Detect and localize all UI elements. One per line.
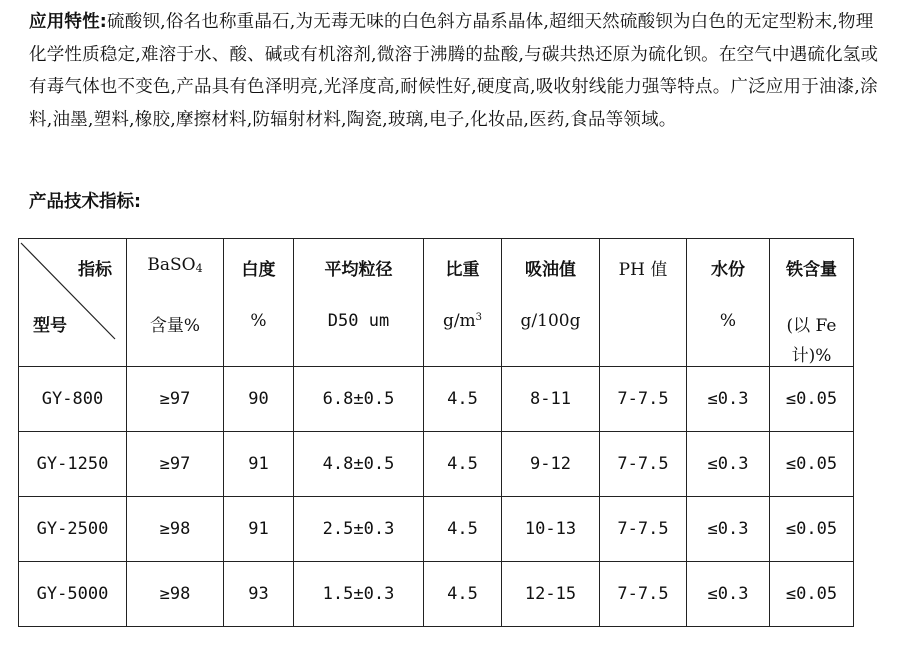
intro-lead: 应用特性: <box>29 12 107 32</box>
cell-iron: ≤0.05 <box>770 562 854 627</box>
cell-density: 4.5 <box>424 497 502 562</box>
header-particle-size-line2: D50 um <box>327 311 390 331</box>
header-whiteness-line2: % <box>250 311 267 331</box>
cell-baso4: ≥97 <box>127 367 224 432</box>
corner-header <box>19 239 127 367</box>
cell-iron: ≤0.05 <box>770 497 854 562</box>
header-baso4-sub: 4 <box>195 262 203 275</box>
table-row <box>19 497 854 562</box>
header-whiteness-line1: 白度 <box>241 260 276 280</box>
header-ph <box>600 239 687 367</box>
header-iron-line2: (以 Fe <box>786 316 837 336</box>
header-ph-line1: PH 值 <box>618 260 668 280</box>
cell-ph: 7-7.5 <box>600 562 687 627</box>
header-particle-size <box>294 239 424 367</box>
cell-baso4: ≥97 <box>127 432 224 497</box>
table-row <box>19 562 854 627</box>
header-baso4 <box>127 239 224 367</box>
section-title: 产品技术指标: <box>29 192 141 212</box>
header-oil-absorption-line2: g/100g <box>520 311 581 331</box>
cell-ph: 7-7.5 <box>600 432 687 497</box>
cell-d50: 6.8±0.5 <box>294 367 424 432</box>
cell-model: GY-1250 <box>19 432 127 497</box>
cell-ph: 7-7.5 <box>600 367 687 432</box>
header-moisture-line2: % <box>719 311 737 331</box>
cell-whiteness: 90 <box>224 367 294 432</box>
cell-whiteness: 91 <box>224 432 294 497</box>
corner-bottom-label: 型号 <box>33 316 67 336</box>
cell-oil: 9-12 <box>502 432 600 497</box>
cell-model: GY-5000 <box>19 562 127 627</box>
cell-model: GY-2500 <box>19 497 127 562</box>
cell-iron: ≤0.05 <box>770 367 854 432</box>
header-iron <box>770 239 854 367</box>
cell-moisture: ≤0.3 <box>687 562 770 627</box>
header-density-sup: 3 <box>475 312 483 323</box>
header-oil-absorption-line1: 吸油值 <box>525 260 576 280</box>
intro-paragraph <box>29 6 889 136</box>
cell-d50: 1.5±0.3 <box>294 562 424 627</box>
cell-oil: 8-11 <box>502 367 600 432</box>
table-header-row <box>19 239 854 367</box>
header-density-line2: g/m <box>442 311 476 331</box>
table-row <box>19 367 854 432</box>
cell-ph: 7-7.5 <box>600 497 687 562</box>
cell-moisture: ≤0.3 <box>687 367 770 432</box>
header-iron-line3: 计)% <box>791 346 832 366</box>
cell-density: 4.5 <box>424 562 502 627</box>
cell-baso4: ≥98 <box>127 562 224 627</box>
cell-model: GY-800 <box>19 367 127 432</box>
header-density-line1: 比重 <box>445 260 480 280</box>
cell-whiteness: 91 <box>224 497 294 562</box>
cell-moisture: ≤0.3 <box>687 432 770 497</box>
cell-baso4: ≥98 <box>127 497 224 562</box>
header-density <box>424 239 502 367</box>
header-whiteness <box>224 239 294 367</box>
cell-d50: 2.5±0.3 <box>294 497 424 562</box>
header-baso4-line1: BaSO <box>147 255 196 275</box>
cell-d50: 4.8±0.5 <box>294 432 424 497</box>
header-iron-line1: 铁含量 <box>786 260 837 280</box>
table-row <box>19 432 854 497</box>
header-oil-absorption <box>502 239 600 367</box>
header-particle-size-line1: 平均粒径 <box>324 260 393 280</box>
cell-oil: 10-13 <box>502 497 600 562</box>
spec-table <box>18 238 854 627</box>
cell-iron: ≤0.05 <box>770 432 854 497</box>
corner-top-label: 指标 <box>78 260 112 280</box>
cell-moisture: ≤0.3 <box>687 497 770 562</box>
cell-density: 4.5 <box>424 432 502 497</box>
header-moisture <box>687 239 770 367</box>
intro-text: 硫酸钡,俗名也称重晶石,为无毒无味的白色斜方晶系晶体,超细天然硫酸钡为白色的无定型粉末,物理化学性质稳定,难溶于水、酸、碱或有机溶剂,微溶于沸腾的盐酸,与碳共热还原为硫化钡。在空气中遇硫化氢或有毒气体也不变色,产品具有色泽明亮,光泽度高,耐候性好,硬度高,吸收射线能力强等特点。广泛应用于油漆,涂料,油墨,塑料,橡胶,摩擦材料,防辐射材料,陶瓷,玻璃,电子,化妆品,医药,食品等领域。 <box>29 12 879 130</box>
cell-whiteness: 93 <box>224 562 294 627</box>
cell-oil: 12-15 <box>502 562 600 627</box>
header-moisture-line1: 水份 <box>711 260 745 280</box>
cell-density: 4.5 <box>424 367 502 432</box>
header-baso4-line2: 含量% <box>149 316 201 336</box>
